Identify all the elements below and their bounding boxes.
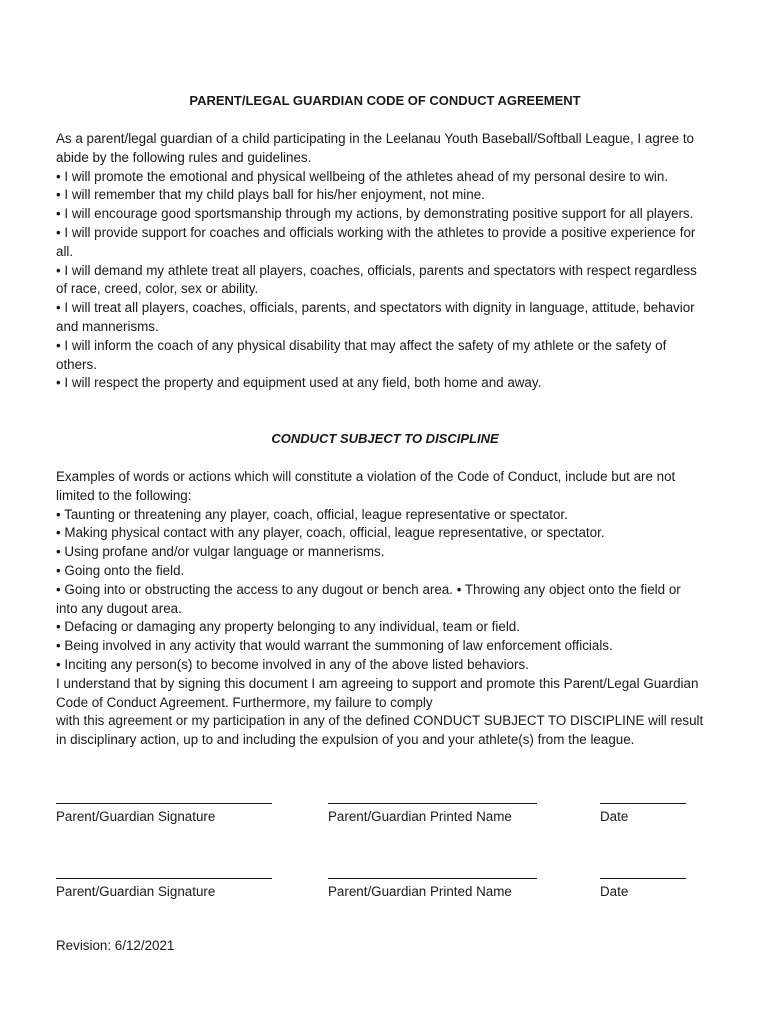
date-line[interactable] — [600, 788, 686, 804]
document-title: PARENT/LEGAL GUARDIAN CODE OF CONDUCT AGREEMENT — [189, 93, 581, 108]
printed-name-label: Parent/Guardian Printed Name — [328, 809, 512, 824]
violation-item: • Going onto the field. — [56, 562, 185, 578]
revision-date: Revision: 6/12/2021 — [56, 938, 175, 953]
examples-intro: Examples of words or actions which will constitute a violation of the Code of Conduct, include but are not limited to the following: — [56, 469, 676, 503]
violation-item: • Going into or obstructing the access to any dugout or bench area. • Throwing any object onto the field or into any dugout area. — [56, 581, 681, 616]
printed-name-field — [328, 788, 537, 826]
signature-field — [56, 788, 272, 826]
rule-item: • I will promote the emotional and physical wellbeing of the athletes ahead of my personal desire to win. — [56, 168, 669, 184]
violation-item: • Being involved in any activity that would warrant the summoning of law enforcement officials. — [56, 638, 613, 654]
discipline-section — [56, 468, 706, 750]
date-field — [600, 863, 686, 901]
violation-item: • Making physical contact with any player, coach, official, league representative, or spectator. — [56, 525, 605, 541]
rule-item: • I will demand my athlete treat all players, coaches, officials, parents and spectators with respect regardless of race, creed, color, sex or ability. — [56, 262, 697, 297]
rule-item: • I will treat all players, coaches, officials, parents, and spectators with dignity in language, attitude, behavior and mannerisms. — [56, 300, 695, 334]
date-field — [600, 788, 686, 826]
printed-name-line[interactable] — [328, 788, 537, 804]
signature-line[interactable] — [56, 863, 272, 879]
printed-name-label: Parent/Guardian Printed Name — [328, 884, 512, 899]
signature-label: Parent/Guardian Signature — [56, 809, 216, 824]
printed-name-field — [328, 863, 537, 901]
signature-row-1 — [56, 788, 696, 828]
rule-item: • I will provide support for coaches and officials working with the athletes to provide a positive experience for all. — [56, 224, 696, 259]
rule-item: • I will inform the coach of any physical disability that may affect the safety of my athlete or the safety of others. — [56, 337, 667, 372]
date-label: Date — [600, 809, 629, 824]
violation-item: • Taunting or threatening any player, coach, official, league representative or spectator. — [56, 506, 568, 522]
agreement-consequence: with this agreement or my participation in any of the defined CONDUCT SUBJECT TO DISCIPLINE will result in disciplinary action, up to and including the expulsion of you and your athlete(s) from the league. — [56, 713, 704, 748]
agreement-statement: I understand that by signing this document I am agreeing to support and promote this Parent/Legal Guardian Code of Conduct Agreement. Furthermore, my failure to comply — [56, 675, 699, 710]
signature-label: Parent/Guardian Signature — [56, 884, 216, 899]
discipline-heading: CONDUCT SUBJECT TO DISCIPLINE — [271, 431, 499, 446]
signature-line[interactable] — [56, 788, 272, 804]
agreement-rules-section — [56, 130, 706, 393]
date-label: Date — [600, 884, 629, 899]
signature-field — [56, 863, 272, 901]
rule-item: • I will remember that my child plays ball for his/her enjoyment, not mine. — [56, 187, 485, 203]
violation-item: • Inciting any person(s) to become involved in any of the above listed behaviors. — [56, 656, 529, 672]
printed-name-line[interactable] — [328, 863, 537, 879]
signature-row-2 — [56, 863, 696, 903]
violation-item: • Defacing or damaging any property belonging to any individual, team or field. — [56, 619, 520, 635]
intro-paragraph: As a parent/legal guardian of a child participating in the Leelanau Youth Baseball/Softball League, I agree to abide by the following rules and guidelines. — [56, 131, 695, 165]
rule-item: • I will respect the property and equipment used at any field, both home and away. — [56, 375, 542, 391]
violation-item: • Using profane and/or vulgar language or mannerisms. — [56, 544, 385, 560]
date-line[interactable] — [600, 863, 686, 879]
rule-item: • I will encourage good sportsmanship through my actions, by demonstrating positive support for all players. — [56, 206, 694, 222]
